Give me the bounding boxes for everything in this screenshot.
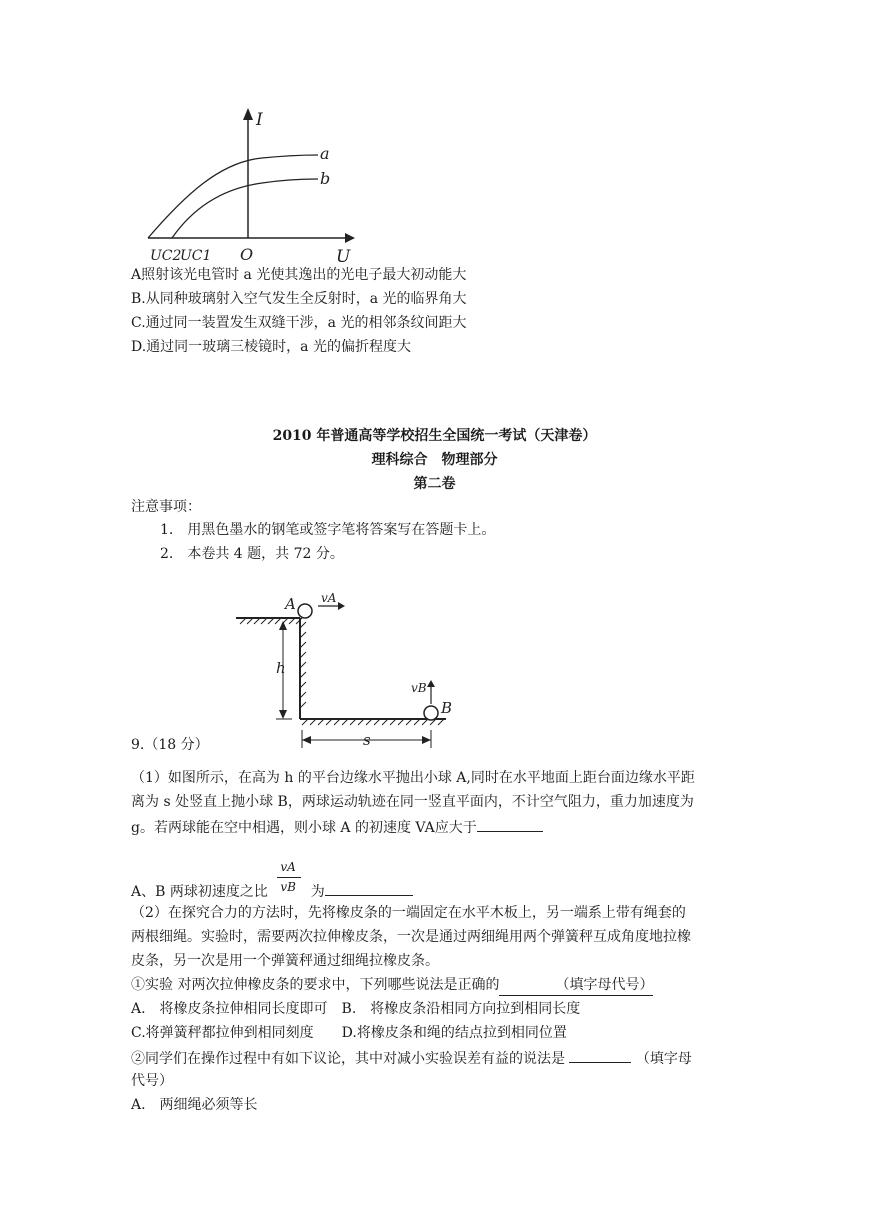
fraction-bar	[277, 877, 301, 878]
sub2-text: ②同学们在操作过程中有如下议论，其中对减小实验误差有益的说法是	[131, 1051, 565, 1067]
option-c: C.通过同一装置发生双缝干涉，a 光的相邻条纹间距大	[131, 315, 467, 331]
notes-heading: 注意事项：	[131, 499, 201, 515]
y-axis-label: I	[256, 110, 263, 130]
q9-sub1	[131, 975, 653, 996]
ratio-denominator: vB	[280, 880, 296, 894]
sub1-text: ①实验 对两次拉伸橡皮条的要求中，下列哪些说法是正确的	[131, 977, 500, 993]
option-d: D.通过同一玻璃三棱镜时，a 光的偏折程度大	[131, 339, 411, 355]
ball-a	[298, 604, 312, 618]
q9-part1-line3	[131, 816, 543, 838]
exam-title: 2010 年普通高等学校招生全国统一考试（天津卷）	[272, 428, 597, 444]
label-b: B	[441, 699, 453, 717]
label-vb: vB	[411, 681, 427, 695]
label-a: A	[285, 595, 296, 613]
ball-b	[424, 706, 438, 720]
note-item-2: 2. 本卷共 4 题，共 72 分。	[160, 546, 344, 562]
q9-sub1-options-cd: C.将弹簧秤都拉伸到相同刻度 D.将橡皮条和绳的结点拉到相同位置	[131, 1025, 567, 1041]
origin-label: O	[240, 245, 254, 264]
q9-part1-line3-text: g。若两球能在空中相遇，则小球 A 的初速度 VA应大于	[131, 820, 477, 836]
exam-subtitle: 理科综合 物理部分	[371, 452, 498, 468]
s-arrowhead-left	[302, 736, 311, 744]
q9-sub1-options-ab: A. 将橡皮条拉伸相同长度即可 B. 将橡皮条沿相同方向拉到相同长度	[131, 1001, 581, 1017]
q9-sub2	[131, 1047, 692, 1069]
velocity-ratio-fraction	[274, 860, 304, 900]
uc2-label: UC2	[150, 248, 182, 264]
h-arrowhead-top	[279, 621, 287, 630]
h-arrowhead-bottom	[279, 710, 287, 719]
sub1-hint: （填字母代号）	[555, 977, 654, 993]
note-item-1: 1. 用黑色墨水的钢笔或签字笔将答案写在答题卡上。	[160, 522, 496, 538]
q9-part2-line3: 皮条，另一次是用一个弹簧秤通过细绳拉橡皮条。	[131, 953, 439, 969]
ratio-prefix: A、B 两球初速度之比	[131, 884, 268, 900]
x-axis-label: U	[336, 247, 351, 267]
answer-blank-3[interactable]	[499, 975, 653, 996]
option-a: A照射该光电管时 a 光使其逸出的光电子最大初动能大	[131, 267, 467, 283]
label-va: vA	[321, 591, 337, 605]
s-arrowhead-right	[422, 736, 431, 744]
option-b: B.从同种玻璃射入空气发生全反射时，a 光的临界角大	[131, 291, 467, 307]
curve-b-label: b	[320, 169, 331, 188]
q9-sub2-option-a: A. 两细绳必须等长	[131, 1097, 258, 1113]
question9-number: 9.（18 分）	[131, 737, 209, 753]
ratio-suffix: 为	[310, 884, 325, 900]
q9-sub2-hint-cont: 代号）	[131, 1073, 173, 1089]
curve-a-label: a	[320, 144, 330, 163]
label-h: h	[276, 659, 286, 677]
q9-part1-line2: 离为 s 处竖直上抛小球 B，两球运动轨迹在同一竖直平面内，不计空气阻力，重力加速度为	[131, 794, 694, 810]
ratio-numerator: vA	[280, 860, 296, 874]
uc1-label: UC1	[180, 248, 212, 264]
label-s: s	[363, 731, 371, 749]
sub2-hint: （填字母	[635, 1051, 692, 1067]
answer-blank-4[interactable]	[569, 1047, 631, 1063]
q9-part2-line2: 两根细绳。实验时，需要两次拉伸橡皮条，一次是通过两细绳用两个弹簧秤互成角度地拉橡	[131, 929, 691, 945]
section-title: 第二卷	[413, 476, 456, 492]
answer-blank-2[interactable]	[325, 880, 413, 896]
answer-blank-1[interactable]	[477, 816, 543, 832]
va-arrowhead	[338, 602, 345, 610]
q9-part2-line1: （2）在探究合力的方法时，先将橡皮条的一端固定在水平木板上，另一端系上带有绳套的	[131, 905, 686, 921]
vb-arrowhead	[427, 680, 435, 687]
q9-part1-line1: （1）如图所示，在高为 h 的平台边缘水平抛出小球 A,同时在水平地面上距台面边缘水平距	[131, 770, 695, 786]
